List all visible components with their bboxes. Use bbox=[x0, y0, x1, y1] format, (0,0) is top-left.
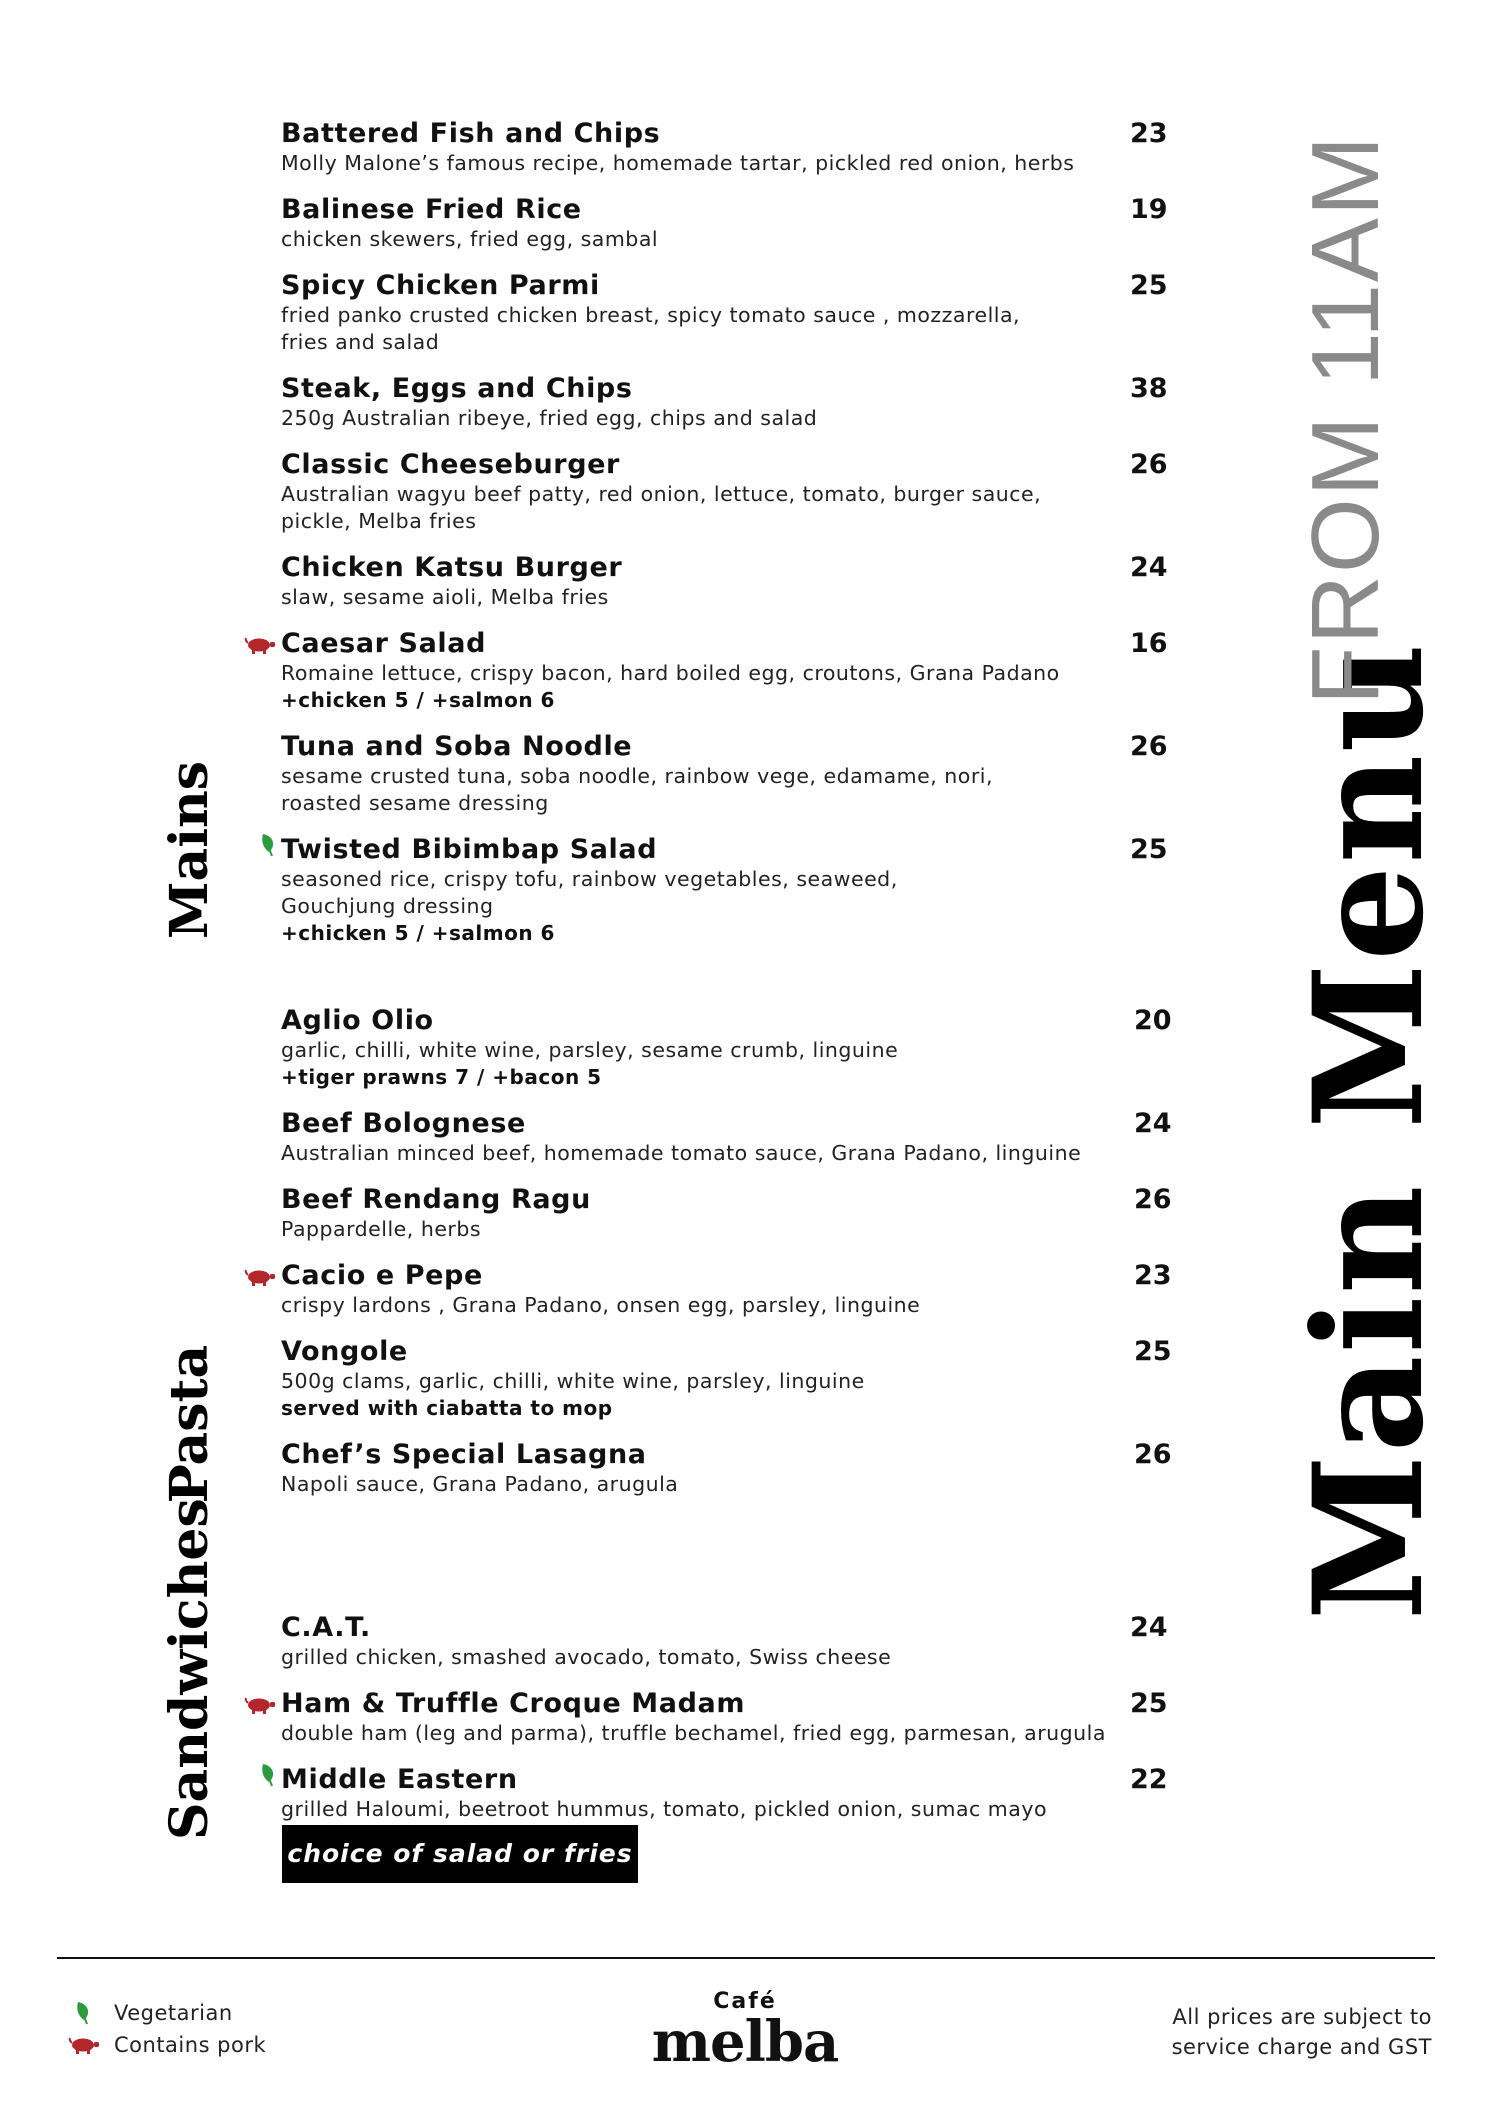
menu-item-caesar-salad bbox=[281, 628, 1181, 714]
item-name: Chicken Katsu Burger bbox=[281, 552, 623, 583]
leaf-icon bbox=[68, 2000, 100, 2026]
leaf-icon bbox=[260, 1762, 278, 1788]
price-disclaimer bbox=[1172, 2002, 1432, 2062]
item-name: Battered Fish and Chips bbox=[281, 118, 661, 149]
item-name: Twisted Bibimbap Salad bbox=[281, 834, 658, 865]
item-price: 38 bbox=[1130, 373, 1168, 404]
pig-icon bbox=[244, 1695, 276, 1715]
item-name: Caesar Salad bbox=[281, 628, 487, 659]
item-price: 20 bbox=[1134, 1005, 1172, 1036]
item-description: Australian minced beef, homemade tomato sauce, Grana Padano, linguine bbox=[281, 1141, 1082, 1165]
item-price: 26 bbox=[1130, 449, 1168, 480]
item-name: Aglio Olio bbox=[281, 1005, 434, 1036]
logo-cafe-text: Café bbox=[713, 1989, 777, 2014]
item-description-2: roasted sesame dressing bbox=[281, 791, 549, 815]
legend-pork bbox=[68, 2029, 266, 2061]
item-description: grilled Haloumi, beetroot hummus, tomato, pickled onion, sumac mayo bbox=[281, 1797, 1048, 1821]
menu-item-steak-eggs bbox=[281, 373, 1181, 432]
menu-item-beef-bolognese bbox=[281, 1108, 1181, 1167]
menu-item-bibimbap-salad bbox=[281, 834, 1181, 947]
menu-item-katsu-burger bbox=[281, 552, 1181, 611]
menu-item-beef-rendang bbox=[281, 1184, 1181, 1243]
item-description: sesame crusted tuna, soba noodle, rainbow vege, edamame, nori, bbox=[281, 764, 993, 788]
menu-item-aglio-olio bbox=[281, 1005, 1181, 1091]
disclaimer-line-2: service charge and GST bbox=[1171, 2035, 1432, 2059]
item-price: 22 bbox=[1130, 1764, 1168, 1795]
section-sandwiches: Sandwiches bbox=[159, 1498, 220, 1840]
item-price: 25 bbox=[1130, 1688, 1168, 1719]
item-name: Vongole bbox=[281, 1336, 408, 1367]
leaf-icon bbox=[260, 832, 278, 858]
item-description: 500g clams, garlic, chilli, white wine, parsley, linguine bbox=[281, 1369, 865, 1393]
item-description: Australian wagyu beef patty, red onion, lettuce, tomato, burger sauce, bbox=[281, 482, 1042, 506]
item-price: 25 bbox=[1130, 270, 1168, 301]
item-description: Molly Malone’s famous recipe, homemade tartar, pickled red onion, herbs bbox=[281, 151, 1075, 175]
item-name: Balinese Fried Rice bbox=[281, 194, 582, 225]
item-price: 23 bbox=[1130, 118, 1168, 149]
item-price: 19 bbox=[1130, 194, 1168, 225]
item-price: 24 bbox=[1130, 552, 1168, 583]
pig-icon bbox=[244, 635, 276, 655]
item-name: Beef Rendang Ragu bbox=[281, 1184, 591, 1215]
item-name: Spicy Chicken Parmi bbox=[281, 270, 600, 301]
item-description: double ham (leg and parma), truffle bechamel, fried egg, parmesan, arugula bbox=[281, 1721, 1106, 1745]
item-description: slaw, sesame aioli, Melba fries bbox=[281, 585, 609, 609]
item-description-2: Gouchjung dressing bbox=[281, 894, 494, 918]
legend-label: Vegetarian bbox=[114, 2001, 233, 2025]
footer-divider bbox=[57, 1957, 1435, 1959]
item-description: seasoned rice, crispy tofu, rainbow vegetables, seaweed, bbox=[281, 867, 898, 891]
item-price: 25 bbox=[1130, 834, 1168, 865]
item-price: 24 bbox=[1130, 1612, 1168, 1643]
item-price: 16 bbox=[1130, 628, 1168, 659]
item-description: chicken skewers, fried egg, sambal bbox=[281, 227, 659, 251]
menu-item-cacio-e-pepe bbox=[281, 1260, 1181, 1319]
menu-item-croque-madam bbox=[281, 1688, 1181, 1747]
menu-item-lasagna bbox=[281, 1439, 1181, 1498]
item-addons: +chicken 5 / +salmon 6 bbox=[281, 688, 555, 712]
item-price: 26 bbox=[1134, 1184, 1172, 1215]
menu-title: Main Menu bbox=[1281, 641, 1457, 1621]
item-description: Pappardelle, herbs bbox=[281, 1217, 482, 1241]
menu-item-cat bbox=[281, 1612, 1181, 1671]
item-name: Chef’s Special Lasagna bbox=[281, 1439, 647, 1470]
item-description: grilled chicken, smashed avocado, tomato, Swiss cheese bbox=[281, 1645, 892, 1669]
item-description: Romaine lettuce, crispy bacon, hard boiled egg, croutons, Grana Padano bbox=[281, 661, 1060, 685]
logo-melba-text: melba bbox=[651, 2009, 839, 2075]
item-price: 23 bbox=[1134, 1260, 1172, 1291]
item-description-2: fries and salad bbox=[281, 330, 440, 354]
item-price: 24 bbox=[1134, 1108, 1172, 1139]
dietary-legend bbox=[68, 1997, 266, 2061]
menu-item-cheeseburger bbox=[281, 449, 1181, 535]
item-price: 26 bbox=[1134, 1439, 1172, 1470]
item-name: Beef Bolognese bbox=[281, 1108, 526, 1139]
cafe-melba-logo bbox=[640, 1989, 850, 2075]
item-description: crispy lardons , Grana Padano, onsen egg, parsley, linguine bbox=[281, 1293, 921, 1317]
item-description: Napoli sauce, Grana Padano, arugula bbox=[281, 1472, 679, 1496]
item-addons: +chicken 5 / +salmon 6 bbox=[281, 921, 555, 945]
item-description: garlic, chilli, white wine, parsley, sesame crumb, linguine bbox=[281, 1038, 899, 1062]
item-addons: +tiger prawns 7 / +bacon 5 bbox=[281, 1065, 602, 1089]
item-name: Cacio e Pepe bbox=[281, 1260, 483, 1291]
section-mains: Mains bbox=[159, 760, 220, 940]
menu-subtitle: FROM 11AM bbox=[1292, 134, 1399, 705]
item-name: Classic Cheeseburger bbox=[281, 449, 620, 480]
item-price: 25 bbox=[1134, 1336, 1172, 1367]
item-name: Ham & Truffle Croque Madam bbox=[281, 1688, 746, 1719]
menu-item-chicken-parmi bbox=[281, 270, 1181, 356]
item-name: Middle Eastern bbox=[281, 1764, 518, 1795]
pig-icon bbox=[68, 2035, 100, 2055]
menu-item-vongole bbox=[281, 1336, 1181, 1422]
menu-item-tuna-soba bbox=[281, 731, 1181, 817]
item-name: Steak, Eggs and Chips bbox=[281, 373, 633, 404]
legend-label: Contains pork bbox=[114, 2033, 267, 2057]
menu-item-fried-rice bbox=[281, 194, 1181, 253]
item-description-2: pickle, Melba fries bbox=[281, 509, 477, 533]
menu-item-fish-and-chips bbox=[281, 118, 1181, 177]
salad-or-fries-banner: choice of salad or fries bbox=[282, 1825, 638, 1883]
pig-icon bbox=[244, 1267, 276, 1287]
item-name: Tuna and Soba Noodle bbox=[281, 731, 633, 762]
disclaimer-line-1: All prices are subject to bbox=[1172, 2005, 1432, 2029]
menu-item-middle-eastern bbox=[281, 1764, 1181, 1823]
legend-vegetarian bbox=[68, 1997, 266, 2029]
item-name: C.A.T. bbox=[281, 1612, 371, 1643]
item-description: fried panko crusted chicken breast, spicy tomato sauce , mozzarella, bbox=[281, 303, 1021, 327]
item-addons: served with ciabatta to mop bbox=[281, 1396, 613, 1420]
item-price: 26 bbox=[1130, 731, 1168, 762]
section-pasta: Pasta bbox=[159, 1344, 220, 1504]
item-description: 250g Australian ribeye, fried egg, chips and salad bbox=[281, 406, 818, 430]
